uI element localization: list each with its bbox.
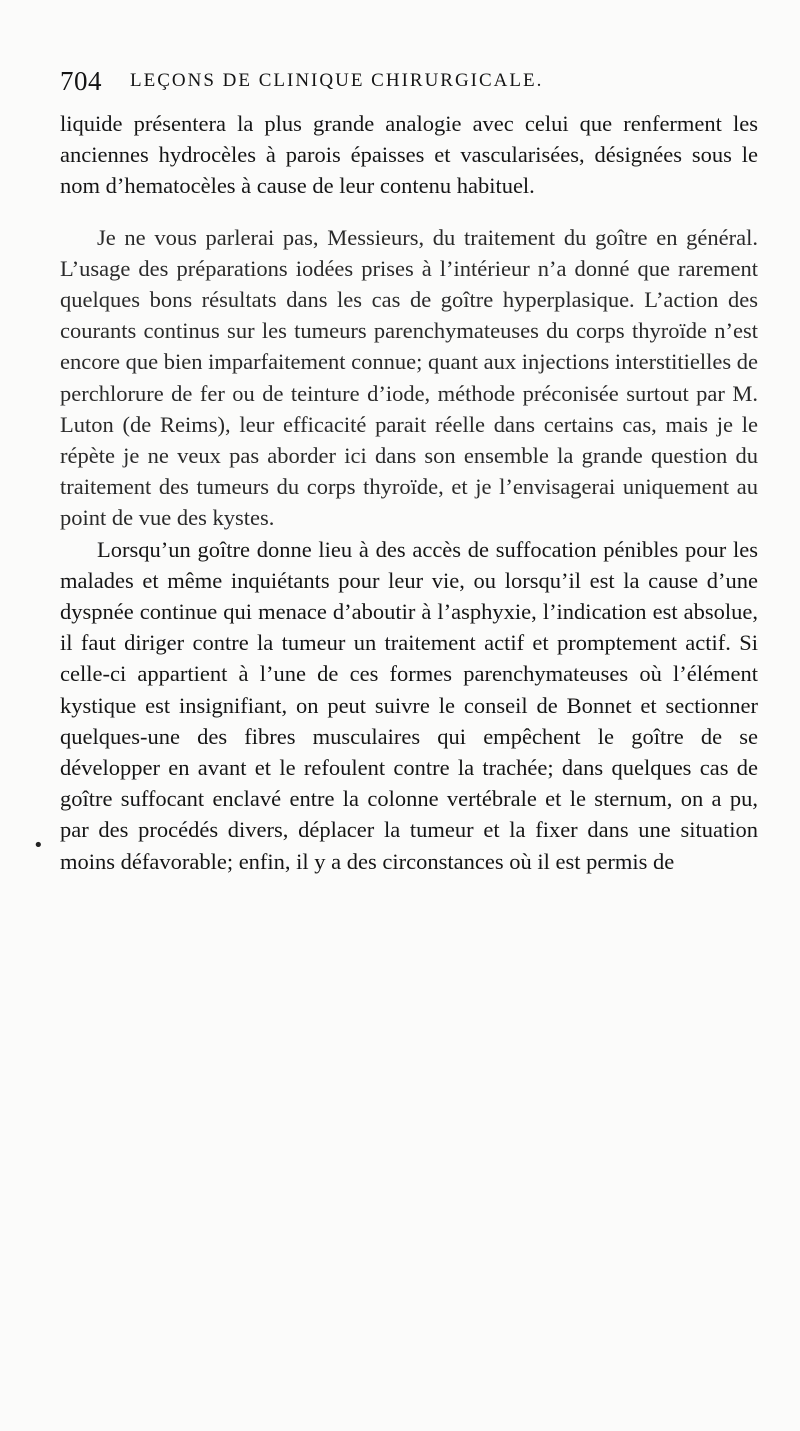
- paragraph-continuation: liquide présentera la plus grande analogie avec celui que renferment les anciennes hydrocèles à parois épaisses et vascularisées, désignées sous le nom d’hematocèles à cause de leur contenu habituel.: [60, 111, 758, 199]
- running-head: LEÇONS DE CLINIQUE CHIRURGICALE.: [130, 70, 544, 91]
- page-number: 704: [60, 66, 102, 96]
- page-header: [60, 66, 760, 106]
- margin-mark: •: [33, 835, 44, 856]
- paragraph-suffocation: Lorsqu’un goître donne lieu à des accès de suffocation pénibles pour les malades et même inquiétants pour leur vie, ou lorsqu’il est la cause d’une dyspnée continue qui menace d’aboutir à l’asphyxie, l’indication est absolue, il faut diriger contre la tumeur un traitement actif et promptement actif. Si celle-ci appartient à l’une de ces formes parenchymateuses où l’élément kystique est insignifiant, on peut suivre le conseil de Bonnet et sectionner quelques-une des fibres musculaires qui empêchent le goître de se développer en avant et le refoulent contre la trachée; dans quelques cas de goître suffocant enclavé entre la colonne vertébrale et le sternum, on a pu, par des procédés divers, déplacer la tumeur et la fixer dans une situation moins défavorable; enfin, il y a des circonstances où il est permis de: [60, 536, 758, 874]
- body-text: [60, 108, 758, 877]
- paragraph-treatment: Je ne vous parlerai pas, Messieurs, du traitement du goître en général. L’usage des préparations iodées prises à l’intérieur n’a donné que rarement quelques bons résultats dans les cas de goître hyperplasique. L’action des courants continus sur les tumeurs parenchymateuses du corps thyroïde n’est encore que bien imparfaitement connue; quant aux injections interstitielles de perchlorure de fer ou de teinture d’iode, méthode préconisée surtout par M. Luton (de Reims), leur efficacité parait réelle dans certains cas, mais je le répète je ne veux pas aborder ici dans son ensemble la grande question du traitement des tumeurs du corps thyroïde, et je l’envisagerai uniquement au point de vue des kystes.: [60, 224, 758, 531]
